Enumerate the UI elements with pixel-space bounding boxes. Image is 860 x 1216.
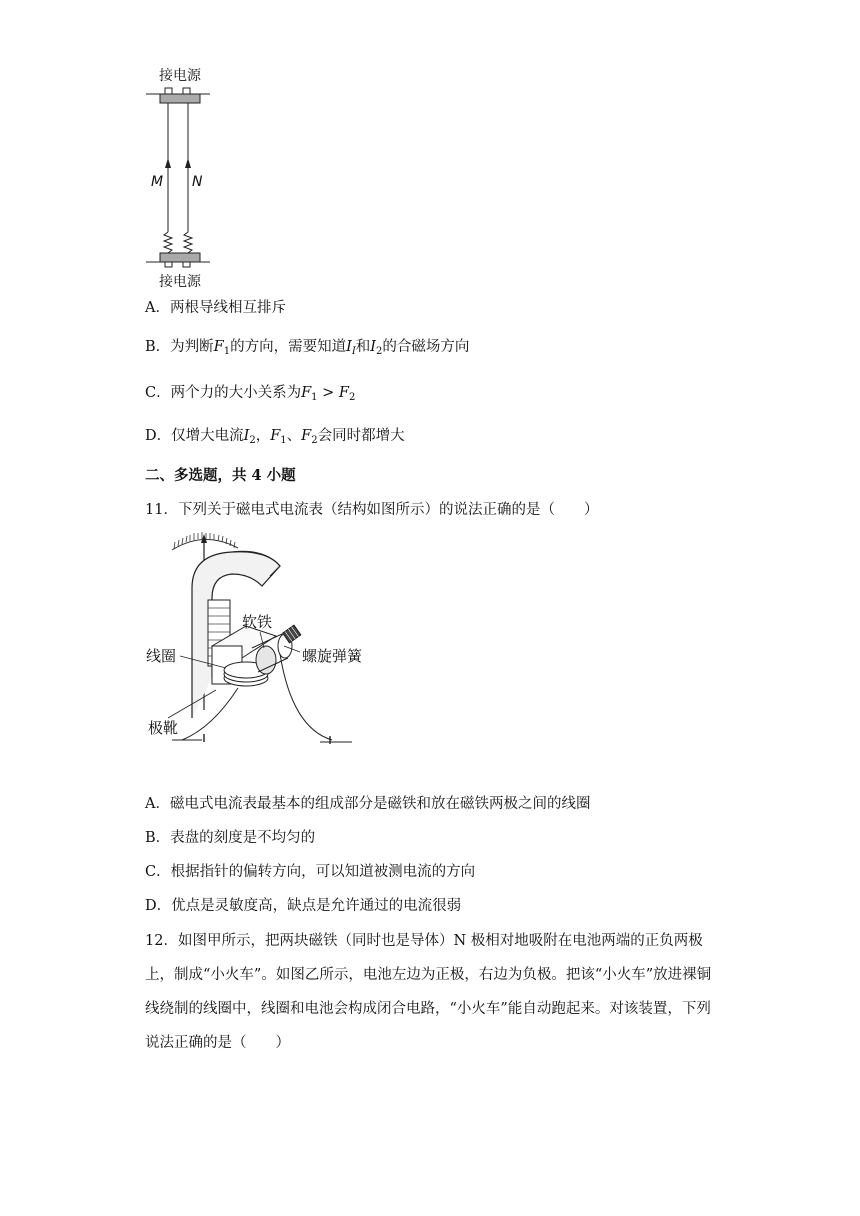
q11-option-a: A．磁电式电流表最基本的组成部分是磁铁和放在磁铁两极之间的线圈 — [145, 796, 591, 812]
q11-option-b: B．表盘的刻度是不均匀的 — [145, 830, 316, 846]
coil-label: 线圈 — [146, 647, 177, 665]
parallel-wires-figure — [140, 62, 220, 294]
q10-option-a: A．两根导线相互排斥 — [145, 300, 286, 316]
wire-m-label: M — [151, 174, 164, 190]
q10-option-d: D．仅增大电流$I_2$，$F_1$、$F_2$会同时都增大 — [145, 428, 405, 446]
ammeter-structure-figure — [142, 528, 362, 750]
q10-option-c: C．两个力的大小关系为$F_1 > F_2$ — [145, 385, 356, 403]
spiral-spring-label: 螺旋弹簧 — [302, 647, 362, 665]
q11-option-d: D．优点是灵敏度高，缺点是允许通过的电流很弱 — [145, 898, 462, 914]
wire-n-label: N — [192, 174, 203, 190]
q10-option-b: B．为判断$F_1$的方向，需要知道$I_I$和$I_2$的合磁场方向 — [145, 339, 470, 357]
top-power-label: 接电源 — [159, 68, 201, 84]
section-heading-multiple-choice: 二、多选题，共 4 小题 — [145, 467, 296, 484]
bottom-power-label: 接电源 — [159, 274, 201, 290]
q11-stem: 11．下列关于磁电式电流表（结构如图所示）的说法正确的是（ ） — [145, 502, 599, 518]
q11-option-c: C．根据指针的偏转方向，可以知道被测电流的方向 — [145, 864, 476, 880]
soft-iron-label: 软铁 — [242, 613, 273, 631]
q12-stem: 12．如图甲所示，把两块磁铁（同时也是导体）N 极相对地吸附在电池两端的正负两极上，制成“小火车”。如图乙所示，电池左边为正极，右边为负极。把该“小火车”放进裸铜线绕制的线圈中，线圈和电池会构成闭合电路，“小火车”能自动跑起来。对该装置，下列说法正确的是（ ） — [145, 933, 712, 1051]
pole-shoe-label: 极靴 — [148, 719, 179, 737]
